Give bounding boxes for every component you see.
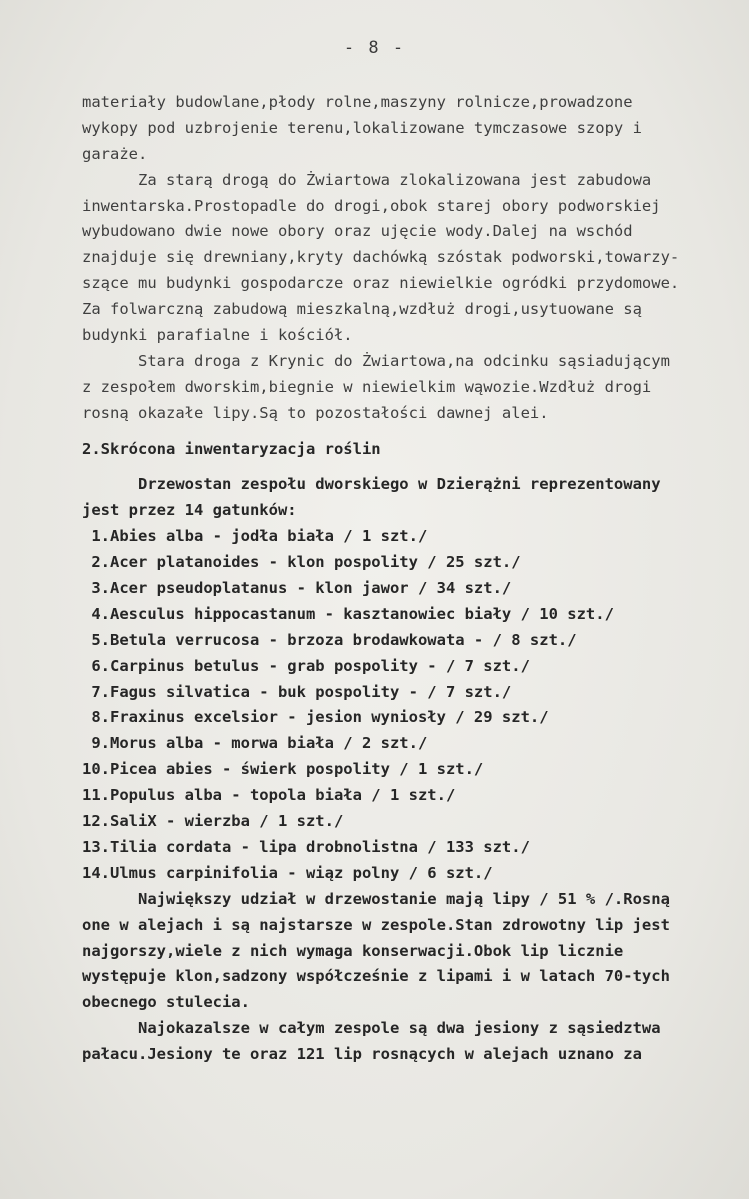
text-line: wykopy pod uzbrojenie terenu,lokalizowane tymczasowe szopy i bbox=[82, 118, 642, 137]
text-line: materiały budowlane,płody rolne,maszyny rolnicze,prowadzone bbox=[82, 93, 633, 111]
document-body bbox=[82, 90, 747, 1068]
list-item: 11.Populus alba - topola biała / 1 szt./ bbox=[82, 786, 456, 805]
text-line: Stara droga z Krynic do Żwiartowa,na odcinku sąsiadującym bbox=[82, 351, 670, 370]
text-line: Za folwarczną zabudową mieszkalną,wzdłuż drogi,usytuowane są bbox=[82, 300, 642, 319]
list-item: 5.Betula verrucosa - brzoza brodawkowata - / 8 szt./ bbox=[82, 630, 577, 649]
list-item: 6.Carpinus betulus - grab pospolity - / 7 szt./ bbox=[82, 656, 530, 675]
text-line: z zespołem dworskim,biegnie w niewielkim wąwozie.Wzdłuż drogi bbox=[82, 377, 652, 396]
species-intro bbox=[82, 472, 747, 524]
list-item: 1.Abies alba - jodła biała / 1 szt./ bbox=[82, 527, 428, 546]
text-line: pałacu.Jesiony te oraz 121 lip rosnących w alejach uznano za bbox=[82, 1045, 642, 1064]
text-line: inwentarska.Prostopadle do drogi,obok starej obory podworskiej bbox=[82, 196, 661, 215]
list-item: 8.Fraxinus excelsior - jesion wyniosły / 29 szt./ bbox=[82, 708, 549, 727]
text-line: znajduje się drewniany,kryty dachówką szóstak podworski,towarzy- bbox=[82, 248, 680, 267]
paragraph-4 bbox=[82, 887, 747, 1016]
list-item: 2.Acer platanoides - klon pospolity / 25 szt./ bbox=[82, 553, 521, 572]
text-line: budynki parafialne i kościół. bbox=[82, 326, 353, 345]
list-item: 3.Acer pseudoplatanus - klon jawor / 34 szt./ bbox=[82, 579, 512, 598]
paragraph-2 bbox=[82, 168, 747, 349]
list-item: 10.Picea abies - świerk pospolity / 1 szt./ bbox=[82, 760, 484, 779]
text-line: garaże. bbox=[82, 144, 148, 163]
text-line: wybudowano dwie nowe obory oraz ujęcie wody.Dalej na wschód bbox=[82, 222, 633, 241]
list-item: 13.Tilia cordata - lipa drobnolistna / 133 szt./ bbox=[82, 837, 530, 856]
list-item: 14.Ulmus carpinifolia - wiąz polny / 6 szt./ bbox=[82, 863, 493, 882]
page-number: - 8 - bbox=[343, 38, 406, 58]
text-line: jest przez 14 gatunków: bbox=[82, 501, 297, 520]
text-line: najgorszy,wiele z nich wymaga konserwacji.Obok lip licznie bbox=[82, 941, 624, 960]
list-item: 7.Fagus silvatica - buk pospolity - / 7 szt./ bbox=[82, 682, 512, 701]
text-line: obecnego stulecia. bbox=[82, 993, 250, 1012]
list-item: 4.Aesculus hippocastanum - kasztanowiec biały / 10 szt./ bbox=[82, 604, 614, 623]
paragraph-1 bbox=[82, 90, 747, 168]
section-heading: 2.Skrócona inwentaryzacja roślin bbox=[82, 439, 381, 458]
text-line: Najokazalsze w całym zespole są dwa jesiony z sąsiedztwa bbox=[82, 1019, 661, 1038]
text-line: występuje klon,sadzony współcześnie z lipami i w latach 70-tych bbox=[82, 967, 670, 986]
species-list bbox=[82, 524, 747, 886]
list-item: 12.SaliX - wierzba / 1 szt./ bbox=[82, 812, 344, 831]
text-line: Drzewostan zespołu dworskiego w Dzierążni reprezentowany bbox=[82, 475, 661, 494]
text-line: rosną okazałe lipy.Są to pozostałości dawnej alei. bbox=[82, 403, 549, 422]
paragraph-5 bbox=[82, 1016, 747, 1068]
text-line: one w alejach i są najstarsze w zespole.Stan zdrowotny lip jest bbox=[82, 915, 670, 934]
paragraph-3 bbox=[82, 349, 747, 427]
text-line: Za starą drogą do Żwiartowa zlokalizowana jest zabudowa bbox=[82, 170, 652, 189]
text-line: Największy udział w drzewostanie mają lipy / 51 % /.Rosną bbox=[82, 889, 670, 908]
list-item: 9.Morus alba - morwa biała / 2 szt./ bbox=[82, 734, 428, 753]
text-line: szące mu budynki gospodarcze oraz niewielkie ogródki przydomowe. bbox=[82, 274, 680, 293]
